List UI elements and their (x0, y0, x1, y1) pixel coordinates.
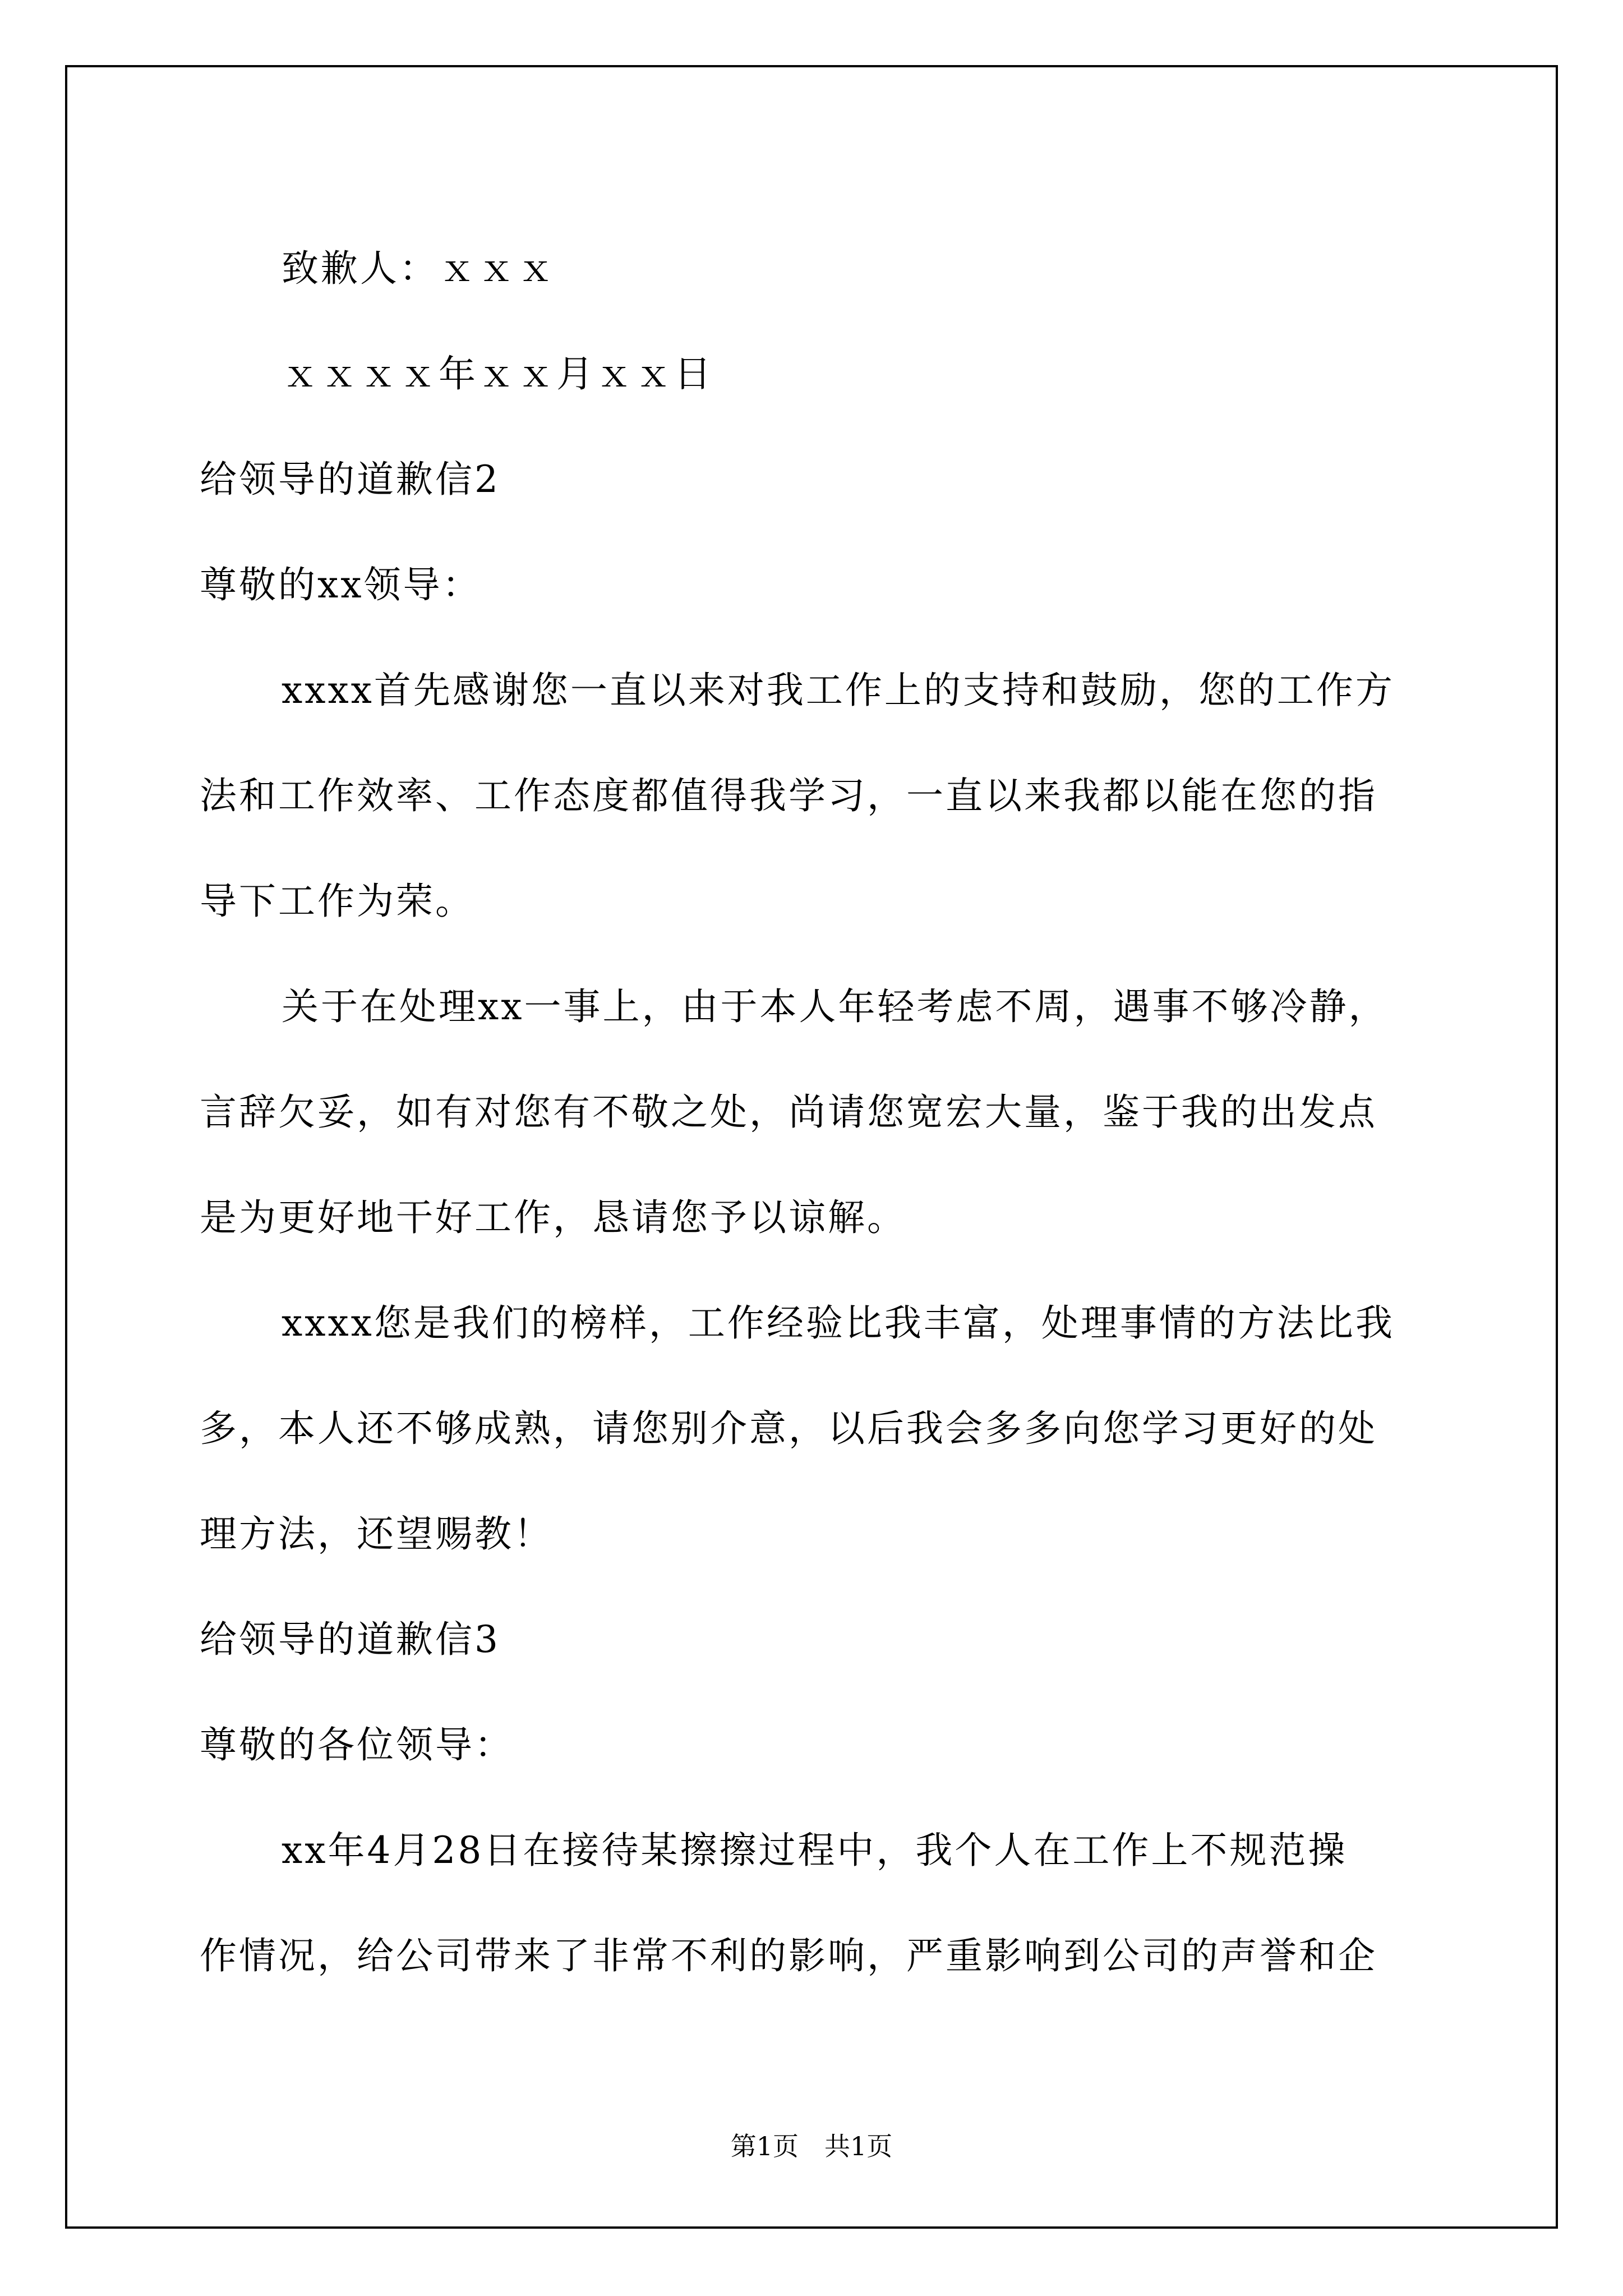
section-title: 给领导的道歉信3 (200, 1618, 500, 1661)
paragraph-line: 法和工作效率、工作态度都值得我学习，一直以来我都以能在您的指 (200, 774, 1377, 817)
signature-line: 致歉人：ｘｘｘ (282, 247, 556, 290)
document-body (200, 216, 1433, 2009)
page-number-footer: 第1页 共1页 (730, 2131, 893, 2161)
section-title: 给领导的道歉信2 (200, 458, 500, 501)
paragraph-line: 理方法，还望赐教！ (200, 1512, 553, 1556)
salutation: 尊敬的各位领导： (200, 1723, 514, 1766)
date-line: ｘｘｘｘ年ｘｘ月ｘｘ日 (282, 352, 713, 395)
paragraph-line: 是为更好地干好工作，恳请您予以谅解。 (200, 1196, 906, 1239)
paragraph-line: xx年4月28日在接待某擦擦过程中，我个人在工作上不规范操 (282, 1829, 1348, 1872)
salutation: 尊敬的xx领导： (200, 563, 482, 606)
paragraph-line: 关于在处理xx一事上，由于本人年轻考虑不周，遇事不够冷静， (282, 985, 1388, 1028)
paragraph-line: xxxx您是我们的榜样，工作经验比我丰富，处理事情的方法比我 (282, 1301, 1395, 1345)
paragraph-line: 作情况，给公司带来了非常不利的影响，严重影响到公司的声誉和企 (200, 1934, 1377, 1977)
paragraph-line: xxxx首先感谢您一直以来对我工作上的支持和鼓励，您的工作方 (282, 669, 1395, 712)
paragraph-line: 多，本人还不够成熟，请您别介意，以后我会多多向您学习更好的处 (200, 1407, 1377, 1450)
paragraph-line: 言辞欠妥，如有对您有不敬之处，尚请您宽宏大量，鉴于我的出发点 (200, 1091, 1377, 1134)
paragraph-line: 导下工作为荣。 (200, 880, 474, 923)
